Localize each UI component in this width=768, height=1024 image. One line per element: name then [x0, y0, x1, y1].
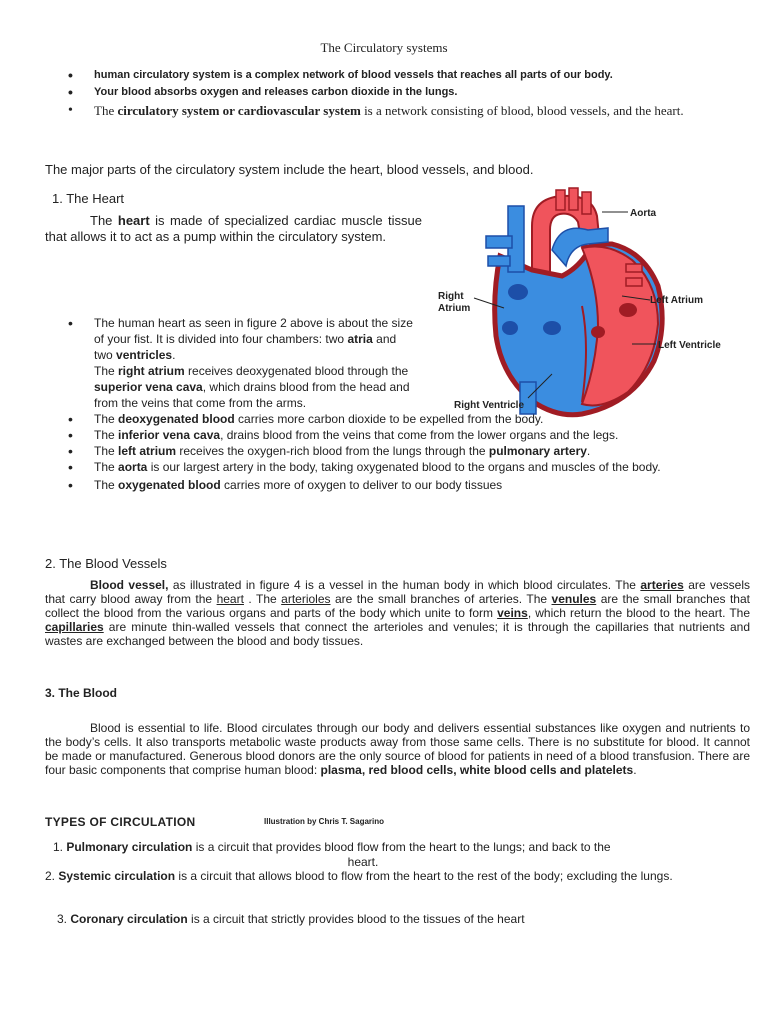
text: , which return the blood to the heart. The [527, 606, 750, 620]
circulation-item-pulmonary [53, 840, 713, 870]
text: The [94, 444, 119, 458]
bold-term: Blood vessel, [90, 578, 169, 592]
vein-branch [486, 236, 512, 248]
circulation-heading: TYPES OF CIRCULATION [45, 815, 196, 829]
bold-term: oxygenated blood [118, 478, 221, 492]
blood-heading: 3. The Blood [45, 686, 117, 700]
bullet-item [68, 84, 738, 101]
text: is our largest artery in the body, taking oxygenated blood to the organs and muscles of the body. [147, 460, 661, 474]
bold-term: Coronary circulation [70, 912, 188, 926]
text: The [94, 460, 119, 474]
text: 1. [53, 840, 67, 854]
text: are the small branches that collect the blood from the various organs and parts of the body which unite to form [45, 592, 750, 620]
bold-term: atria [347, 332, 373, 346]
text: . [586, 444, 591, 458]
text: The [94, 478, 119, 492]
bullet-item [68, 411, 718, 427]
text: The [94, 364, 119, 378]
intro-paragraph: The major parts of the circulatory system include the heart, blood vessels, and blood. [45, 162, 534, 177]
document-title: The Circulatory systems [320, 40, 448, 55]
bold-term: aorta [118, 460, 148, 474]
text: are vessels that carry blood away from the [45, 578, 750, 606]
blood-vessels-paragraph [45, 578, 750, 648]
text: , drains blood from the veins that come from the lower organs and the legs. [220, 428, 619, 442]
underlined-term: venules [551, 592, 597, 606]
text: The [94, 428, 119, 442]
bold-term: Systemic circulation [58, 869, 176, 883]
text: is made of specialized cardiac muscle tissue that allows it to act as a pump within the circulatory system. [45, 213, 423, 244]
text: carries more of oxygen to deliver to our body tissues [220, 478, 503, 492]
bullet-text: Your blood absorbs oxygen and releases carbon dioxide in the lungs. [94, 86, 458, 98]
aorta-branch [556, 190, 565, 210]
bold-term: deoxygenated blood [118, 412, 235, 426]
underlined-term: capillaries [45, 620, 104, 634]
text: Blood is essential to life. Blood circulates through our body and delivers essential substances like oxygen and nutrients to the body’s cells. It also transports metabolic waste products away from those same cells. There is no substitute for blood. It cannot be made or manufactured. Generous blood donors are the only source of blood for patients in need of a blood transfusion. There are four basic components that comprise human blood: [45, 721, 750, 777]
bold-term: superior vena cava [94, 380, 203, 394]
bullet-text: The [94, 103, 118, 118]
text: . [633, 763, 637, 777]
pulmonary-vein-shape [626, 264, 642, 272]
text: is a circuit that strictly provides blood to the tissues of the heart [187, 912, 525, 926]
label-right-atrium-2: Atrium [438, 303, 471, 314]
text: receives deoxygenated blood through the [184, 364, 409, 378]
underlined-term: heart [216, 592, 244, 606]
aorta-branch [582, 192, 591, 214]
bullet-text: is a network consisting of blood, blood vessels, and the heart. [360, 103, 684, 118]
circulation-item-systemic [45, 869, 695, 884]
bold-term: heart [117, 213, 150, 228]
underlined-term: arterioles [281, 592, 331, 606]
text: The [90, 213, 118, 228]
bold-term: pulmonary artery [488, 444, 587, 458]
text: , which drains blood from the head and from the veins that come from the arms. [94, 380, 410, 410]
text: receives the oxygen-rich blood from the lungs through the [176, 444, 489, 458]
text: and two [94, 332, 397, 362]
text: heart. [347, 855, 379, 869]
bullet-item [68, 443, 718, 459]
bullet-item [68, 427, 718, 443]
text: 3. [57, 912, 71, 926]
heart-paragraph [45, 213, 422, 245]
text: is a circuit that provides blood flow from the heart to the lungs; and back to the [192, 840, 611, 854]
bold-term: right atrium [118, 364, 185, 378]
label-left-atrium: Left Atrium [650, 295, 703, 306]
text: are the small branches of arteries. The [330, 592, 552, 606]
text: carries more carbon dioxide to be expelled from the body. [234, 412, 544, 426]
bold-term: inferior vena cava [118, 428, 221, 442]
blood-vessels-heading: 2. The Blood Vessels [45, 556, 167, 571]
bullet-text: human circulatory system is a complex network of blood vessels that reaches all parts of our body. [94, 69, 613, 81]
text: are minute thin-walled vessels that connect the arterioles and venules; it is through the capillaries that nutrients and wastes are exchanged between the blood and body tissues. [45, 620, 750, 648]
bullet-item [68, 459, 718, 475]
blood-paragraph [45, 721, 750, 777]
text: The human heart as seen in figure 2 above is about the size of your fist. It is divided into four chambers: two [94, 316, 413, 346]
bullet-item [68, 315, 416, 411]
top-bullet-list [68, 67, 738, 119]
pulmonary-vein-shape [626, 278, 642, 286]
valve-shape [508, 284, 528, 300]
vein-branch [488, 256, 510, 266]
aorta-branch [569, 188, 578, 210]
label-left-ventricle: Left Ventricle [658, 340, 721, 351]
bullet-item [68, 102, 738, 119]
heart-heading: 1. The Heart [52, 191, 125, 206]
text: as illustrated in figure 4 is a vessel in the human body in which blood circulates. The [168, 578, 641, 592]
text: 2. [45, 869, 59, 883]
bold-term: Pulmonary circulation [66, 840, 193, 854]
bullet-item [68, 477, 718, 493]
label-aorta: Aorta [630, 208, 657, 219]
underlined-term: arteries [640, 578, 684, 592]
text: . The [243, 592, 282, 606]
underlined-term: veins [497, 606, 528, 620]
text: is a circuit that allows blood to flow from the heart to the rest of the body; excluding the lungs. [175, 869, 673, 883]
text: The [94, 412, 119, 426]
label-right-atrium-1: Right [438, 291, 464, 302]
label-right-ventricle: Right Ventricle [454, 400, 525, 411]
bold-term: circulatory system or cardiovascular system [117, 103, 361, 118]
bold-term: left atrium [118, 444, 177, 458]
circulation-item-coronary [57, 912, 525, 926]
illustration-credit: Illustration by Chris T. Sagarino [264, 817, 385, 826]
text: . [172, 348, 176, 362]
bullet-item [68, 67, 738, 84]
bold-term: ventricles [116, 348, 173, 362]
heart-bullet-list [68, 315, 718, 493]
bold-term: plasma, red blood cells, white blood cells and platelets [320, 763, 634, 777]
